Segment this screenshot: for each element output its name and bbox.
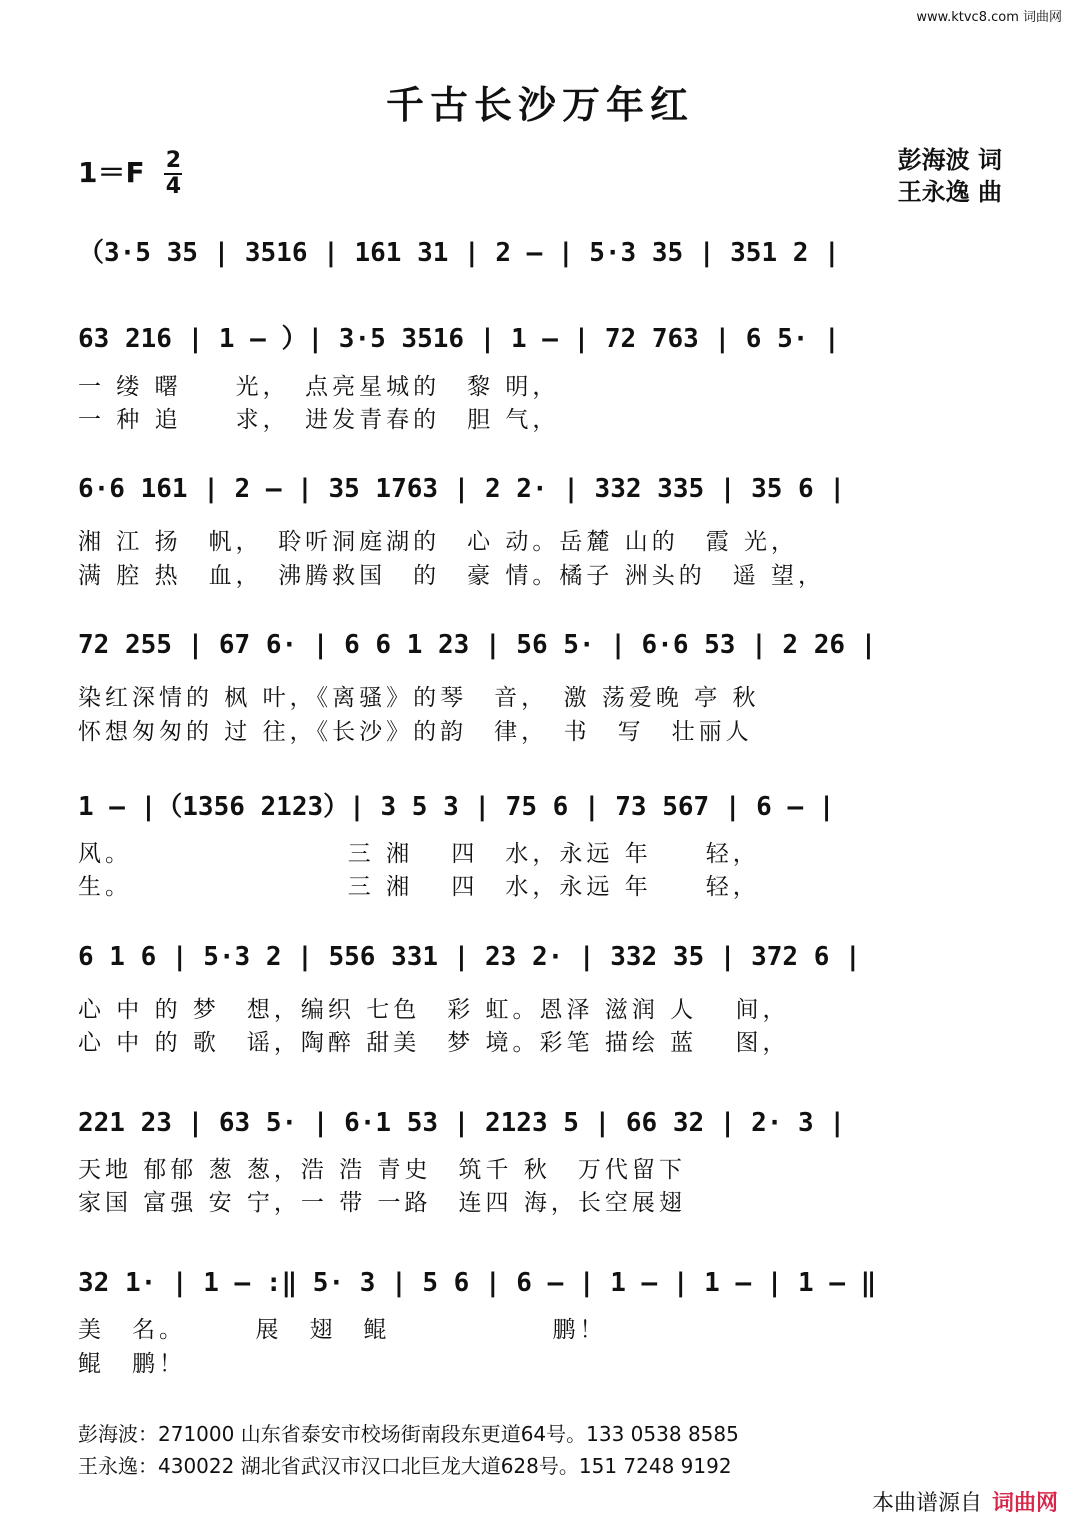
lyric-line-4-verse-2: 怀想匆匆的 过 往，《长沙》的韵 律， 书 写 壮丽人: [78, 719, 753, 745]
composer-credit: 王永逸 曲: [897, 178, 1002, 206]
notation-line-3: 6·6 161 | 2 – | 35 1763 | 2 2· | 332 335 | 35 6 |: [78, 474, 846, 504]
contact-composer: 王永逸：430022 湖北省武汉市汉口北巨龙大道628号。151 7248 9192: [78, 1454, 732, 1478]
lyric-line-8-verse-2: 鲲 鹏！: [78, 1351, 186, 1377]
notation-line-5: 1 – |（1356 2123）| 3 5 3 | 75 6 | 73 567 | 6 – |: [78, 792, 835, 822]
lyric-line-7-verse-1: 天地 郁郁 葱 葱，浩 浩 青史 筑千 秋 万代留下: [78, 1157, 686, 1183]
key-label: 1＝F: [78, 156, 145, 189]
notation-line-4: 72 255 | 67 6· | 6 6 1 23 | 56 5· | 6·6 53 | 2 26 |: [78, 630, 877, 660]
site-url[interactable]: www.ktvc8.com 词曲网: [916, 10, 1062, 25]
lyricist-credit: 彭海波 词: [897, 146, 1002, 174]
lyric-line-6-verse-2: 心 中 的 歌 谣，陶醉 甜美 梦 境。彩笔 描绘 蓝 图，: [78, 1030, 790, 1056]
lyric-line-5-verse-1: 风。 三 湘 四 水，永远 年 轻，: [78, 841, 760, 867]
time-sig-bottom: 4: [165, 174, 182, 199]
lyric-line-5-verse-2: 生。 三 湘 四 水，永远 年 轻，: [78, 874, 760, 900]
lyric-line-6-verse-1: 心 中 的 梦 想，编织 七色 彩 虹。恩泽 滋润 人 间，: [78, 997, 790, 1023]
notation-line-6: 6 1 6 | 5·3 2 | 556 331 | 23 2· | 332 35 | 372 6 |: [78, 942, 861, 972]
source-brand-link[interactable]: 词曲网: [991, 1491, 1058, 1516]
source-text: 本曲谱源自: [871, 1491, 982, 1516]
source-attribution: [872, 1486, 1058, 1517]
lyric-line-2-verse-2: 一 种 追 求， 进发青春的 胆 气，: [78, 407, 560, 433]
lyric-line-4-verse-1: 染红深情的 枫 叶，《离骚》的琴 音， 激 荡爱晚 亭 秋: [78, 685, 760, 711]
lyric-line-7-verse-2: 家国 富强 安 宁，一 带 一路 连四 海，长空展翅: [78, 1190, 686, 1216]
notation-line-1: （3·5 35 | 3516 | 161 31 | 2 – | 5·3 35 | 351 2 |: [78, 238, 840, 268]
time-sig-top: 2: [165, 148, 182, 173]
key-signature: [78, 150, 182, 198]
notation-line-8: 32 1· | 1 – :‖ 5· 3 | 5 6 | 6 – | 1 – | 1 – | 1 – ‖: [78, 1268, 877, 1298]
notation-line-2: 63 216 | 1 – ）| 3·5 3516 | 1 – | 72 763 | 6 5· |: [78, 324, 840, 354]
notation-line-7: 221 23 | 63 5· | 6·1 53 | 2123 5 | 66 32 | 2· 3 |: [78, 1108, 846, 1138]
time-signature: [164, 150, 182, 198]
contact-lyricist: 彭海波：271000 山东省泰安市校场街南段东更道64号。133 0538 8585: [78, 1422, 739, 1446]
lyric-line-3-verse-1: 湘 江 扬 帆， 聆听洞庭湖的 心 动。岳麓 山的 霞 光，: [78, 529, 799, 555]
lyric-line-3-verse-2: 满 腔 热 血， 沸腾救国 的 豪 情。橘子 洲头的 遥 望，: [78, 563, 826, 589]
song-title: 千古长沙万年红: [385, 83, 694, 127]
lyric-line-8-verse-1: 美 名。 展 翅 鲲 鹏！: [78, 1317, 607, 1343]
lyric-line-2-verse-1: 一 缕 曙 光， 点亮星城的 黎 明，: [78, 374, 560, 400]
